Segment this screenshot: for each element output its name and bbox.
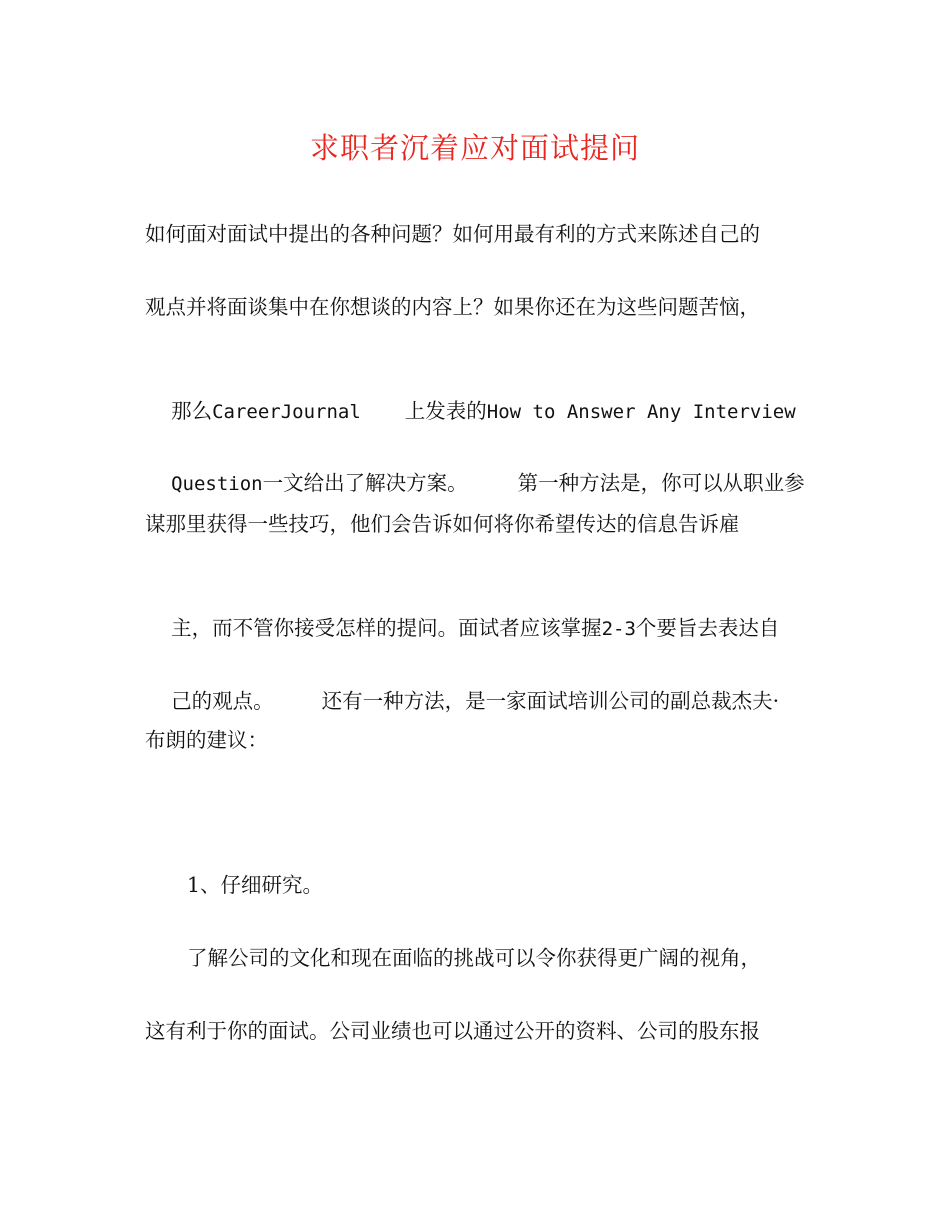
text-segment: 个要旨去表达自 [635,616,780,640]
text-segment: 还有一种方法，是一家面试培训公司的副总裁杰夫· [321,689,780,713]
paragraph-line: 布朗的建议： [145,728,268,752]
paragraph-line: 观点并将面谈集中在你想谈的内容上？如果你还在为这些问题苦恼， [145,295,760,319]
section-heading: 1、仔细研究。 [187,873,324,897]
paragraph-line: 谋那里获得一些技巧，他们会告诉如何将你希望传达的信息告诉雇 [145,512,740,536]
paragraph-line: 这有利于你的面试。公司业绩也可以通过公开的资料、公司的股东报 [145,1019,760,1043]
text-segment: 那么 [171,399,213,423]
paragraph-line: 如何面对面试中提出的各种问题？如何用最有利的方式来陈述自己的 [145,222,760,246]
text-segment: 一文给出了解决方案。 [262,471,468,495]
paragraph-line: 了解公司的文化和现在面临的挑战可以令你获得更广阔的视角， [187,946,761,970]
text-segment: Question [171,473,263,495]
text-segment: 2-3 [601,618,636,640]
document-title: 求职者沉着应对面试提问 [309,131,640,165]
text-segment: CareerJournal [212,401,361,423]
text-segment: 上发表的 [404,399,487,423]
text-segment: 己的观点。 [171,689,274,713]
text-segment: 第一种方法是，你可以从职业参 [517,471,805,495]
text-segment: How to Answer Any Interview [486,401,796,423]
text-segment: 主，而不管你接受怎样的提问。面试者应该掌握 [171,616,602,640]
